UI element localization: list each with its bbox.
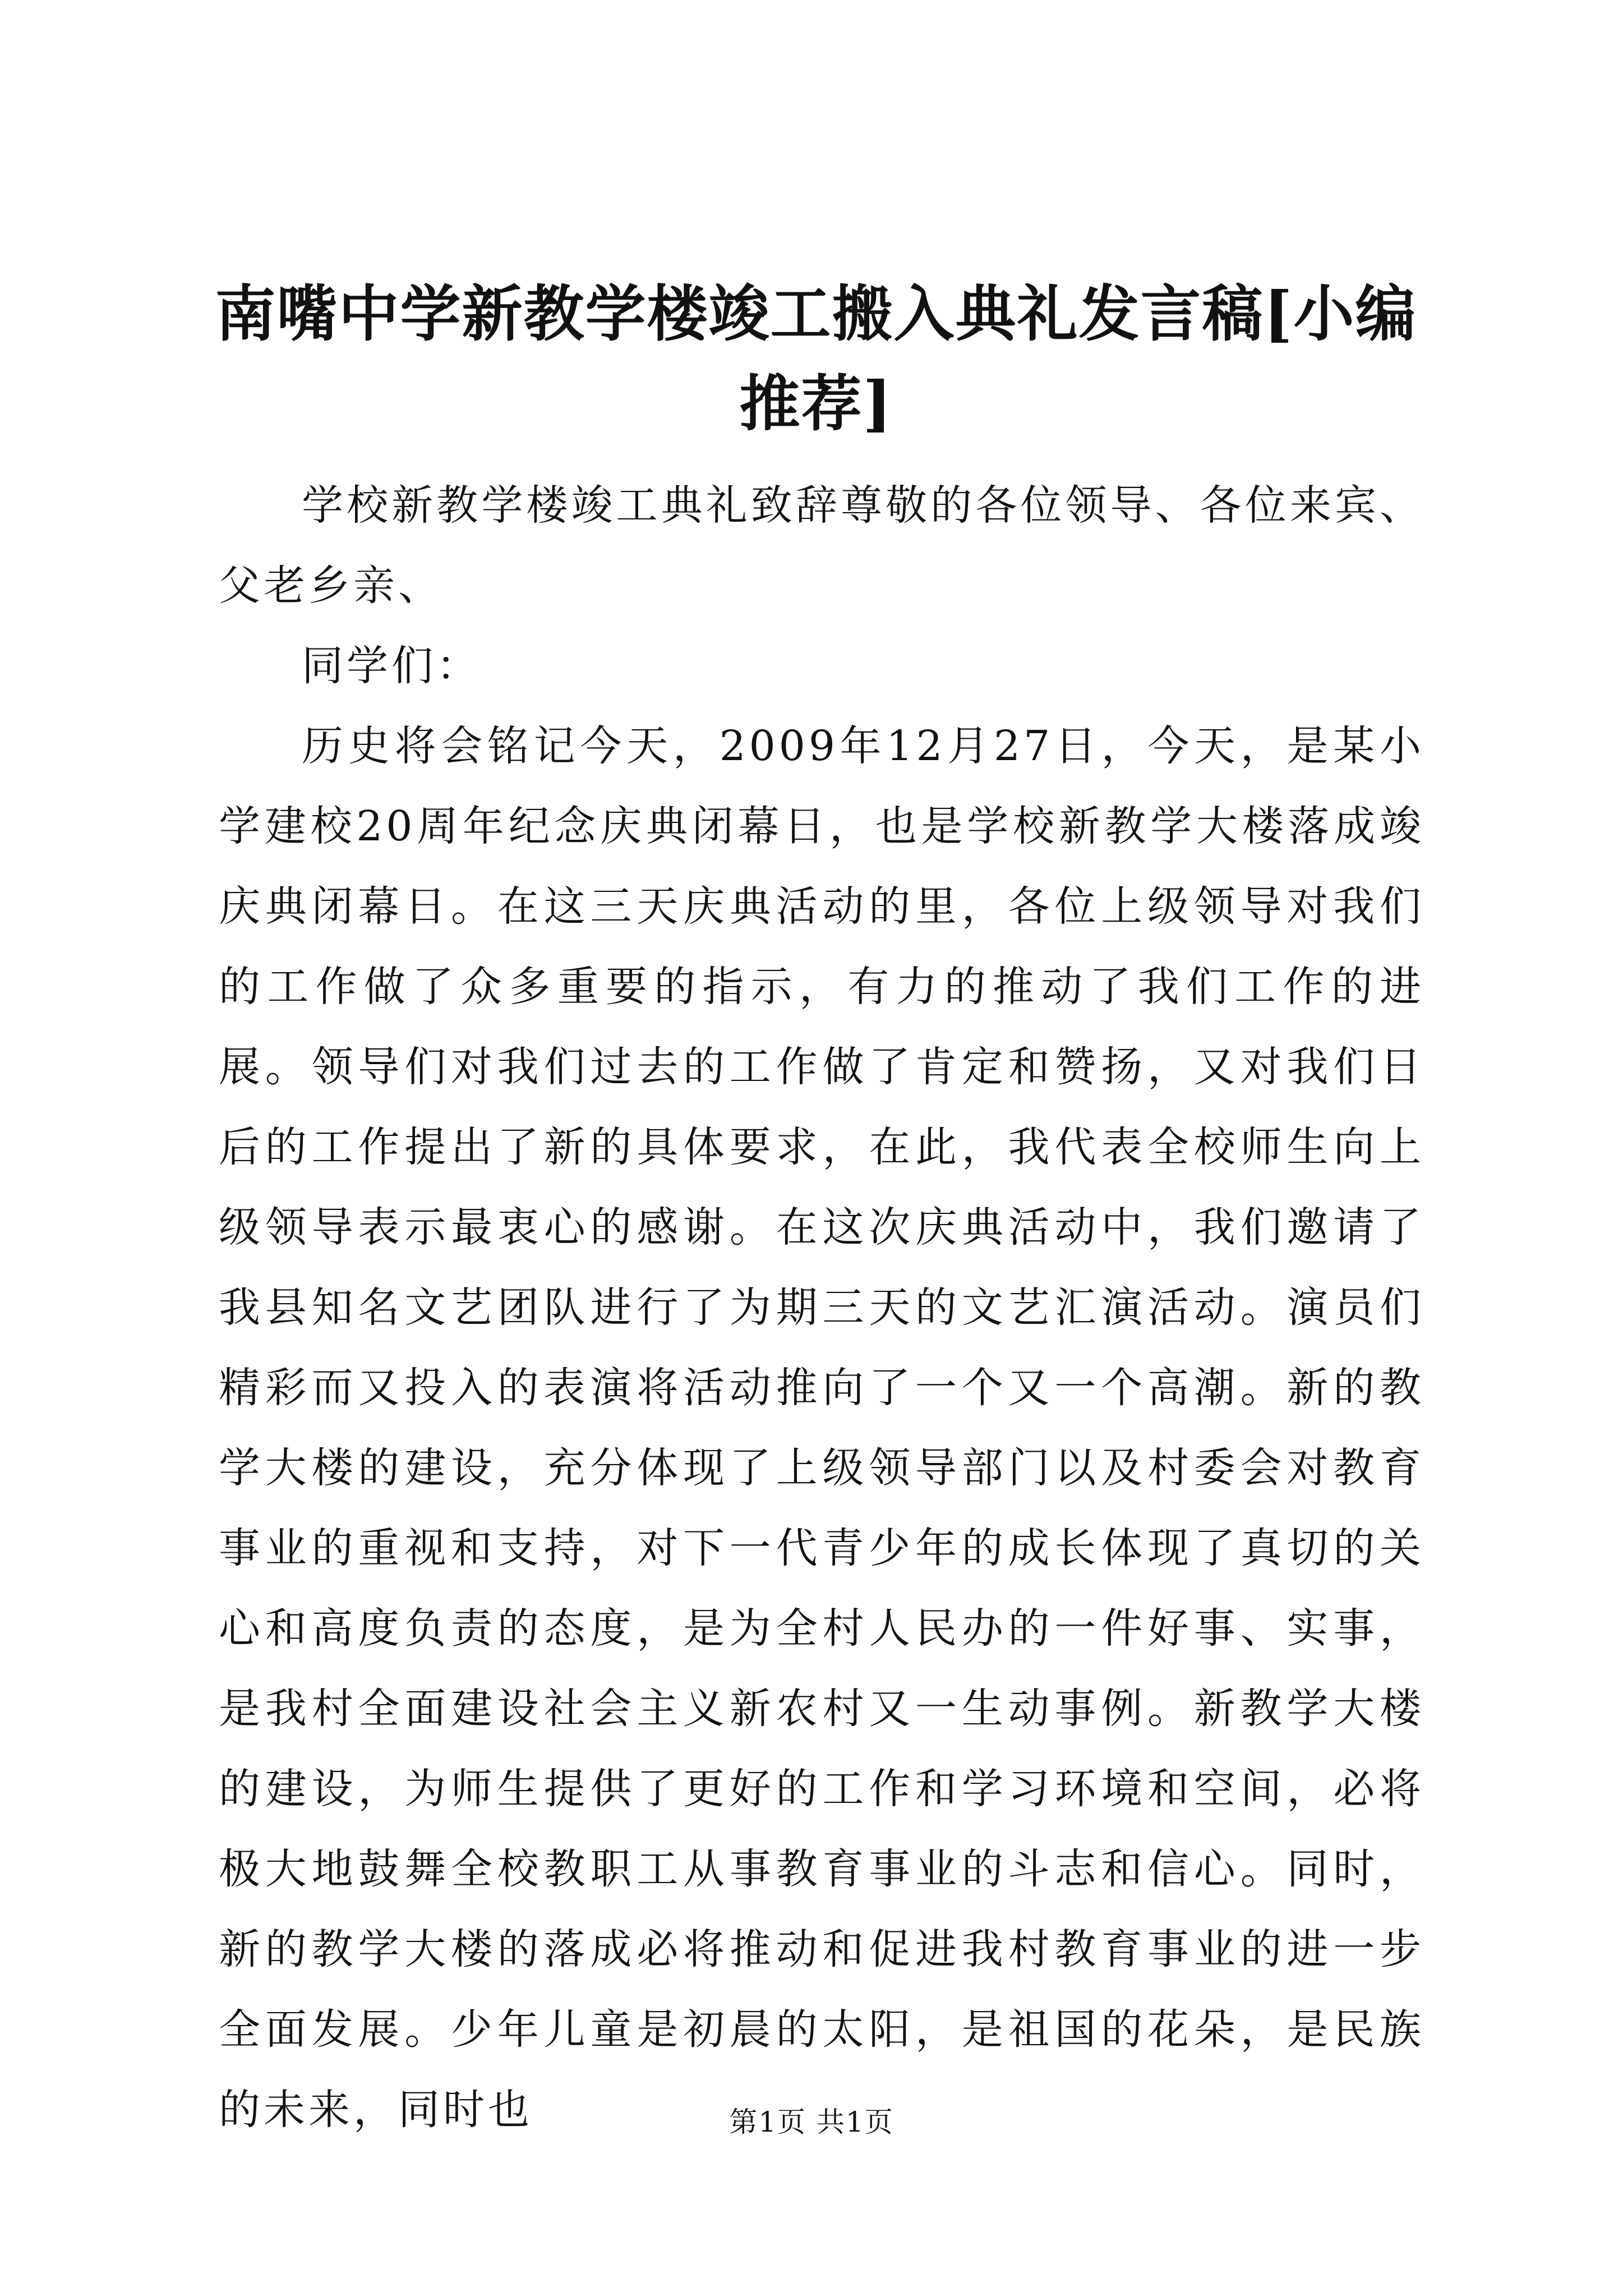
paragraph-main: 历史将会铭记今天，2009年12月27日，今天，是某小学建校20周年纪念庆典闭幕日，也是学校新教学大楼落成竣庆典闭幕日。在这三天庆典活动的里，各位上级领导对我们的工作做了众多重要的指示，有力的推动了我们工作的进展。领导们对我们过去的工作做了肯定和赞扬，又对我们日后的工作提出了新的具体要求，在此，我代表全校师生向上级领导表示最衷心的感谢。在这次庆典活动中，我们邀请了我县知名文艺团队进行了为期三天的文艺汇演活动。演员们精彩而又投入的表演将活动推向了一个又一个高潮。新的教学大楼的建设，充分体现了上级领导部门以及村委会对教育事业的重视和支持，对下一代青少年的成长体现了真切的关心和高度负责的态度，是为全村人民办的一件好事、实事，是我村全面建设社会主义新农村又一生动事例。新教学大楼的建设，为师生提供了更好的工作和学习环境和空间，必将极大地鼓舞全校教职工从事教育事业的斗志和信心。同时，新的教学大楼的落成必将推动和促进我村教育事业的进一步全面发展。少年儿童是初晨的太阳，是祖国的花朵，是民族的未来，同时也 — [219, 722, 1424, 2134]
page-footer: 第1页 共1页 — [729, 2106, 894, 2138]
paragraph-audience: 同学们： — [302, 642, 481, 690]
paragraph-salutation: 学校新教学楼竣工典礼致辞尊敬的各位领导、各位来宾、父老乡亲、 — [219, 481, 1424, 610]
document-body — [219, 466, 1424, 2150]
document-title — [213, 269, 1419, 449]
title-line-1: 南嘴中学新教学楼竣工搬入典礼发言稿[小编 — [215, 279, 1417, 349]
title-line-2: 推荐] — [739, 369, 893, 439]
